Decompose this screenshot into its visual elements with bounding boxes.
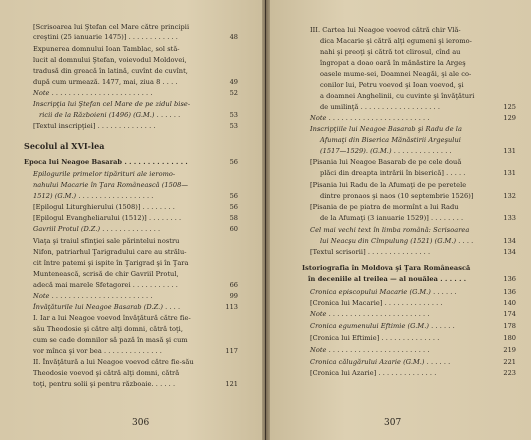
toc-line: Expunerea domnului Ioan Tamblac, sol stă-	[33, 45, 180, 53]
toc-page-number: 180	[503, 334, 516, 342]
toc-line: dica Macarie şi cătră alţi egumeni şi ieromo-	[320, 37, 472, 45]
toc-line: adecă mai marele Sfetagorei . . . . . . . . . . .	[33, 281, 178, 289]
toc-page-number: 56	[229, 192, 238, 200]
toc-page-number: 125	[503, 103, 516, 111]
toc-line: conilor lui, Petru voevod şi Ioan voevod, şi	[320, 81, 464, 89]
toc-line: Cronica egumenului Eftimie (G.M.) . . . . . .	[310, 322, 455, 330]
toc-page-number: 131	[503, 147, 516, 155]
toc-line: [Cronica lui Macarie] . . . . . . . . . . . . . .	[310, 299, 443, 307]
page-number: 306	[132, 418, 150, 428]
toc-line: [Epilogul Liturghierului (1508)] . . . . . . . .	[33, 203, 175, 211]
toc-line: ricii de la Războieni (1496) (G.M.) . . . . . .	[39, 111, 181, 119]
toc-line: nahului Macarie în Ţara Românească (1508—	[33, 181, 189, 189]
toc-line: cit între patemi şi ispite în Ţarigrad şi în Ţara	[33, 259, 189, 267]
toc-line: creştini (25 ianuarie 1475)] . . . . . . . . . . . .	[33, 33, 178, 41]
toc-line: în deceniile al treilea — al nouălea . . . . . .	[308, 275, 467, 283]
toc-line: Epoca lui Neagoe Basarab . . . . . . . . . . . . . .	[24, 158, 188, 166]
toc-line: plăci din dreapta intrării în biserică] . . . . .	[320, 169, 466, 177]
page-number: 307	[384, 418, 402, 428]
toc-line: oasele mume-sei, Doamnei Neagăi, şi ale co-	[320, 70, 472, 78]
toc-page-number: 121	[225, 380, 238, 388]
toc-page-number: 221	[503, 358, 516, 366]
toc-page-number: 117	[225, 347, 238, 355]
toc-line: Istoriografia în Moldova şi Ţara Românească	[302, 264, 471, 272]
toc-line: său Theodosie şi către alţi domni, cătră toţi,	[33, 325, 183, 333]
toc-line: [Pisania lui Neagoe Basarab de pe cele două	[310, 158, 462, 166]
toc-line: 1512) (G.M.) . . . . . . . . . . . . . . . . . .	[33, 192, 154, 200]
toc-line: Cel mai vechi text în limba română: Scrisoarea	[310, 226, 470, 234]
toc-line: [Scrisoarea lui Ştefan cel Mare către principii	[33, 23, 190, 31]
toc-line: Cronica episcopului Macarie (G.M.) . . . . . .	[310, 288, 457, 296]
toc-page-number: 140	[503, 299, 516, 307]
toc-line: nahi şi preoţi şi cătră tot clirosul, cînd au	[320, 48, 461, 56]
toc-page-number: 53	[229, 122, 238, 130]
toc-line: [Cronica lui Azarie] . . . . . . . . . . . . . .	[310, 369, 437, 377]
book-gutter	[262, 0, 270, 440]
toc-page-number: 136	[503, 288, 516, 296]
toc-line: a doamnei Anghelinii, cu cuvinte şi învăţături	[320, 92, 475, 100]
toc-line: de la Afumaţi (3 ianuarie 1529)] . . . . . . . .	[320, 214, 464, 222]
toc-page-number: 134	[503, 248, 516, 256]
toc-page-number: 99	[229, 292, 238, 300]
toc-line: Note . . . . . . . . . . . . . . . . . . . . . . . .	[33, 89, 153, 97]
toc-line: Theodosie voevod şi cătră alţi domni, cătră	[33, 369, 180, 377]
toc-line: toţi, pentru solii şi pentru războaie. . . . . .	[33, 380, 176, 388]
toc-line: Note . . . . . . . . . . . . . . . . . . . . . . . .	[310, 346, 430, 354]
toc-line: vor mînca şi vor bea . . . . . . . . . . . . . .	[33, 347, 162, 355]
toc-line: [Cronica lui Eftimie] . . . . . . . . . . . . . .	[310, 334, 440, 342]
toc-line: Afumaţi din Biserica Mănăstirii Argeşului	[320, 136, 461, 144]
toc-line: Note . . . . . . . . . . . . . . . . . . . . . . . .	[310, 310, 430, 318]
toc-line: Viaţa şi traiul sfinţiei sale părintelui nostru	[33, 237, 180, 245]
right-page	[266, 0, 531, 440]
toc-line: [Pisania lui Radu de la Afumaţi de pe peretele	[310, 181, 467, 189]
toc-page-number: 58	[229, 214, 238, 222]
toc-line: Inscripţia lui Ştefan cel Mare de pe zidul bise-	[33, 100, 191, 108]
toc-page-number: 49	[229, 78, 238, 86]
toc-page-number: 66	[229, 281, 238, 289]
toc-page-number: 219	[503, 346, 516, 354]
toc-line: cum se cade domnilor să pază în masă şi cum	[33, 336, 188, 344]
toc-line: Gavriil Protul (D.Z.) . . . . . . . . . . . . . .	[33, 225, 161, 233]
left-page	[0, 0, 265, 440]
toc-page-number: 48	[229, 33, 238, 41]
toc-page-number: 174	[503, 310, 516, 318]
toc-line: III. Cartea lui Neagoe voevod cătră chir Vlă-	[310, 26, 461, 34]
toc-line: Inscripţiile lui Neagoe Basarab şi Radu de la	[310, 125, 462, 133]
toc-page-number: 129	[503, 114, 516, 122]
toc-page-number: 131	[503, 169, 516, 177]
toc-page-number: 133	[503, 214, 516, 222]
toc-page-number: 52	[229, 89, 238, 97]
toc-page-number: 134	[503, 237, 516, 245]
toc-line: lui Neacşu din Cîmpulung (1521) (G.M.) . . . .	[320, 237, 474, 245]
toc-line: după cum urmează. 1477, mai, ziua 8 . . . .	[33, 78, 178, 86]
toc-line: de umilinţă . . . . . . . . . . . . . . . . . . .	[320, 103, 440, 111]
toc-line: Învăţăturile lui Neagoe Basarab (D.Z.) . . . .	[33, 303, 181, 311]
toc-line: [Textul inscripţiei] . . . . . . . . . . . . . .	[33, 122, 156, 130]
toc-line: Note . . . . . . . . . . . . . . . . . . . . . . . .	[310, 114, 430, 122]
toc-page-number: 60	[229, 225, 238, 233]
toc-line: Note . . . . . . . . . . . . . . . . . . . . . . . .	[33, 292, 153, 300]
toc-page-number: 136	[503, 275, 516, 283]
toc-line: Muntenească, scrisă de chir Gavriil Protul,	[33, 270, 179, 278]
toc-line: [Pisania de pe piatra de mormînt a lui Radu	[310, 203, 459, 211]
toc-page-number: 53	[229, 111, 238, 119]
toc-page-number: 132	[503, 192, 516, 200]
toc-page-number: 223	[503, 369, 516, 377]
toc-line: Cronica călugărului Azarie (G.M.) . . . . . .	[310, 358, 451, 366]
toc-line: I. Iar a lui Neagoe voevod învăţătură către fie-	[33, 314, 191, 322]
toc-line: Epilogurile primelor tipărituri ale ieromo-	[33, 170, 176, 178]
section-heading: Secolul al XVI-lea	[24, 141, 105, 151]
toc-line: (1517—1529). (G.M.) . . . . . . . . . . . . . .	[320, 147, 452, 155]
toc-line: îngropat a doao oară în mănăstire la Argeş	[320, 59, 466, 67]
toc-line: tradusă din greacă în latină, cuvînt de cuvînt,	[33, 67, 188, 75]
toc-line: [Textul scrisorii] . . . . . . . . . . . . . . .	[310, 248, 431, 256]
toc-line: Nifon, patriarhul Ţarigradului care au strălu-	[33, 248, 187, 256]
toc-line: II. Învăţătură a lui Neagoe voevod către fie-său	[33, 358, 194, 366]
toc-page-number: 178	[503, 322, 516, 330]
toc-line: [Epilogul Evangheliarului (1512)] . . . . . . . .	[33, 214, 182, 222]
toc-line: dintre pronaos şi naos (10 septembrie 1526)]	[320, 192, 474, 200]
toc-line: lucit al domnului Ştefan, voievodul Moldovei,	[33, 56, 187, 64]
toc-page-number: 56	[229, 158, 238, 166]
toc-page-number: 56	[229, 203, 238, 211]
toc-page-number: 113	[225, 303, 238, 311]
